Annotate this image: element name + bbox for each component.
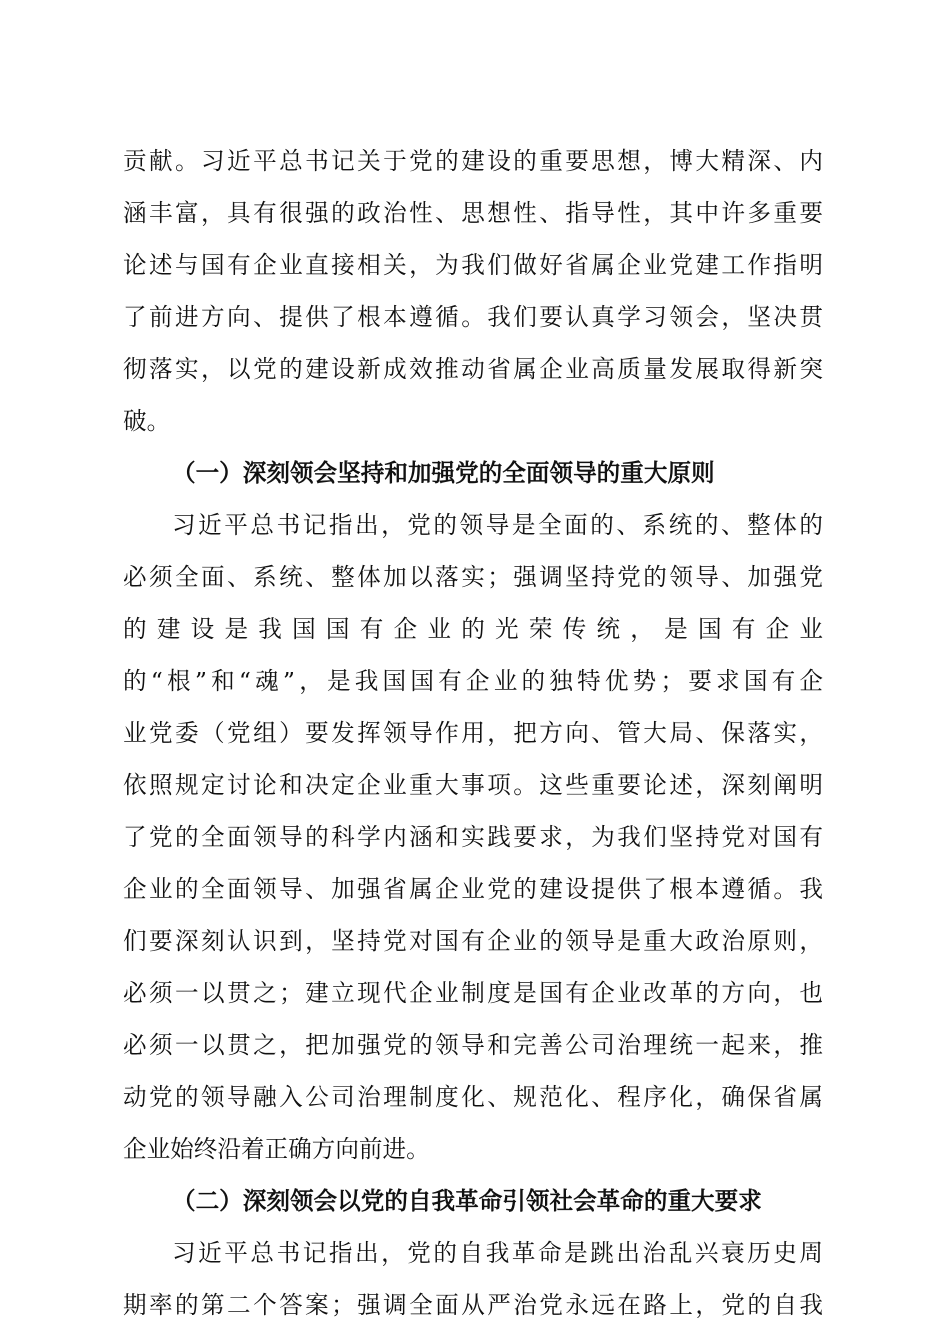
paragraph-line: 贡献。习近平总书记关于党的建设的重要思想，博大精深、内 — [123, 147, 823, 175]
paragraph-line: 依照规定讨论和决定企业重大事项。这些重要论述，深刻阐明 — [123, 771, 823, 799]
paragraph-line: 业党委（党组）要发挥领导作用，把方向、管大局、保落实， — [123, 719, 823, 747]
paragraph-line: 必须全面、系统、整体加以落实；强调坚持党的领导、加强党 — [123, 563, 823, 591]
paragraph-line: 们要深刻认识到，坚持党对国有企业的领导是重大政治原则， — [123, 927, 823, 955]
paragraph-line: 企业始终沿着正确方向前进。 — [123, 1135, 430, 1163]
paragraph-line: 论述与国有企业直接相关，为我们做好省属企业党建工作指明 — [123, 251, 823, 279]
paragraph-line: 了前进方向、提供了根本遵循。我们要认真学习领会，坚决贯 — [123, 303, 823, 331]
paragraph-line: 了党的全面领导的科学内涵和实践要求，为我们坚持党对国有 — [123, 823, 823, 851]
paragraph-line: 企业的全面领导、加强省属企业党的建设提供了根本遵循。我 — [123, 875, 823, 903]
paragraph-line: 习近平总书记指出，党的领导是全面的、系统的、整体的 — [172, 511, 823, 539]
paragraph-line: 的“根”和“魂”，是我国国有企业的独特优势；要求国有企 — [123, 667, 823, 695]
paragraph-line: 彻落实，以党的建设新成效推动省属企业高质量发展取得新突 — [123, 355, 823, 383]
paragraph-line: 期率的第二个答案；强调全面从严治党永远在路上，党的自我 — [123, 1291, 823, 1319]
section-heading: （一）深刻领会坚持和加强党的全面领导的重大原则 — [172, 459, 715, 487]
paragraph-line: 涵丰富，具有很强的政治性、思想性、指导性，其中许多重要 — [123, 199, 823, 227]
section-heading: （二）深刻领会以党的自我革命引领社会革命的重大要求 — [172, 1187, 762, 1215]
paragraph-line: 习近平总书记指出，党的自我革命是跳出治乱兴衰历史周 — [172, 1239, 823, 1267]
paragraph-line: 的建设是我国国有企业的光荣传统，是国有企业 — [123, 615, 823, 643]
paragraph-line: 动党的领导融入公司治理制度化、规范化、程序化，确保省属 — [123, 1083, 823, 1111]
paragraph-line: 破。 — [123, 407, 171, 435]
paragraph-line: 必须一以贯之，把加强党的领导和完善公司治理统一起来，推 — [123, 1031, 823, 1059]
paragraph-line: 必须一以贯之；建立现代企业制度是国有企业改革的方向，也 — [123, 979, 823, 1007]
